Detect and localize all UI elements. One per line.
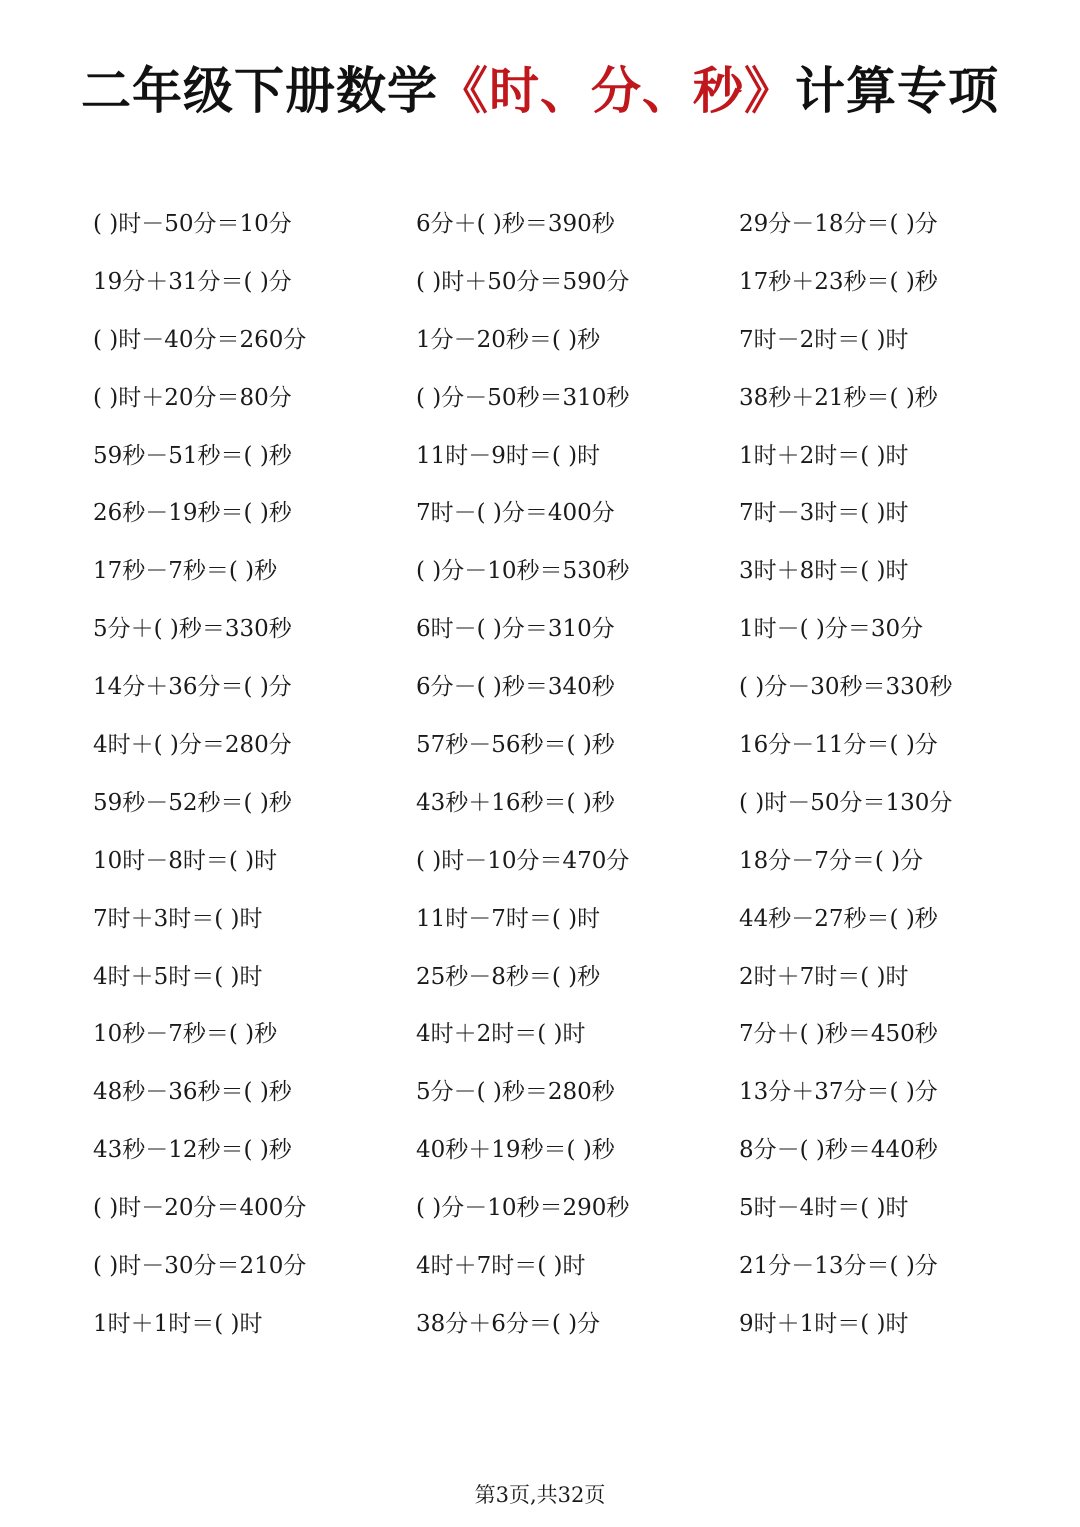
problem-item: ( )分－30秒＝330秒 [739, 674, 953, 701]
problem-item: 21分－13分＝( )分 [739, 1253, 938, 1280]
problem-item: 7时－2时＝( )时 [739, 326, 909, 353]
problem-item: 1时－( )分＝30分 [739, 616, 924, 643]
problem-item: ( )分－10秒＝530秒 [416, 558, 630, 585]
problem-item: 2时＋7时＝( )时 [739, 963, 909, 990]
problem-item: 5时－4时＝( )时 [739, 1195, 909, 1222]
problem-item: ( )时－20分＝400分 [93, 1195, 307, 1222]
problem-item: 7时－3时＝( )时 [739, 500, 909, 527]
problem-item: ( )时＋20分＝80分 [93, 384, 292, 411]
problem-item: 4时＋( )分＝280分 [93, 732, 292, 759]
problem-item: 59秒－51秒＝( )秒 [93, 442, 292, 469]
problem-item: 17秒＋23秒＝( )秒 [739, 268, 938, 295]
problem-item: 1时＋1时＝( )时 [93, 1310, 263, 1337]
problem-item: 3时＋8时＝( )时 [739, 558, 909, 585]
problem-item: 6分－( )秒＝340秒 [416, 674, 615, 701]
problem-item: 25秒－8秒＝( )秒 [416, 963, 601, 990]
problem-item: ( )时－10分＝470分 [416, 847, 630, 874]
problem-item: 11时－7时＝( )时 [416, 905, 601, 932]
problem-item: 40秒＋19秒＝( )秒 [416, 1137, 615, 1164]
problem-item: 4时＋5时＝( )时 [93, 963, 263, 990]
problem-item: 17秒－7秒＝( )秒 [93, 558, 278, 585]
problem-item: 43秒＋16秒＝( )秒 [416, 789, 615, 816]
problem-item: 16分－11分＝( )分 [739, 732, 938, 759]
problem-item: ( )时＋50分＝590分 [416, 268, 630, 295]
problem-grid [93, 196, 1053, 1354]
problem-item: 6时－( )分＝310分 [416, 616, 615, 643]
problem-item: 6分＋( )秒＝390秒 [416, 211, 615, 237]
problem-item: 26秒－19秒＝( )秒 [93, 500, 292, 527]
title-suffix: 计算专项 [795, 62, 999, 120]
problem-item: 7分＋( )秒＝450秒 [739, 1021, 938, 1048]
problem-item: 29分－18分＝( )分 [739, 211, 938, 237]
problem-item: 4时＋2时＝( )时 [416, 1021, 586, 1048]
title-highlight: 《时、分、秒》 [438, 62, 795, 120]
problem-item: ( )分－10秒＝290秒 [416, 1195, 630, 1222]
problem-item: 4时＋7时＝( )时 [416, 1253, 586, 1280]
problem-item: 10时－8时＝( )时 [93, 847, 278, 874]
problem-item: 57秒－56秒＝( )秒 [416, 732, 615, 759]
problem-item: 13分＋37分＝( )分 [739, 1079, 938, 1106]
problem-item: ( )时－50分＝10分 [93, 211, 292, 237]
problem-item: ( )时－40分＝260分 [93, 326, 307, 353]
problem-item: 59秒－52秒＝( )秒 [93, 789, 292, 816]
problem-item: ( )时－50分＝130分 [739, 789, 953, 816]
problem-item: 11时－9时＝( )时 [416, 442, 601, 469]
problem-item: 48秒－36秒＝( )秒 [93, 1079, 292, 1106]
problem-item: 7时＋3时＝( )时 [93, 905, 263, 932]
problem-item: 10秒－7秒＝( )秒 [93, 1021, 278, 1048]
page-title [0, 58, 1080, 124]
problem-item: 19分＋31分＝( )分 [93, 268, 292, 295]
problem-item: 14分＋36分＝( )分 [93, 674, 292, 701]
page-footer: 第3页,共32页 [474, 1483, 606, 1507]
problem-item: 38分＋6分＝( )分 [416, 1310, 601, 1337]
problem-item: 1分－20秒＝( )秒 [416, 326, 601, 353]
problem-item: ( )分－50秒＝310秒 [416, 384, 630, 411]
title-prefix: 二年级下册数学 [81, 62, 438, 120]
problem-item: 5分＋( )秒＝330秒 [93, 616, 292, 643]
problem-item: 44秒－27秒＝( )秒 [739, 905, 938, 932]
problem-item: ( )时－30分＝210分 [93, 1253, 307, 1280]
problem-item: 9时＋1时＝( )时 [739, 1310, 909, 1337]
problem-item: 5分－( )秒＝280秒 [416, 1079, 615, 1106]
problem-item: 8分－( )秒＝440秒 [739, 1137, 938, 1164]
problem-item: 38秒＋21秒＝( )秒 [739, 384, 938, 411]
problem-item: 43秒－12秒＝( )秒 [93, 1137, 292, 1164]
problem-item: 7时－( )分＝400分 [416, 500, 615, 527]
problem-item: 18分－7分＝( )分 [739, 847, 924, 874]
problem-item: 1时＋2时＝( )时 [739, 442, 909, 469]
